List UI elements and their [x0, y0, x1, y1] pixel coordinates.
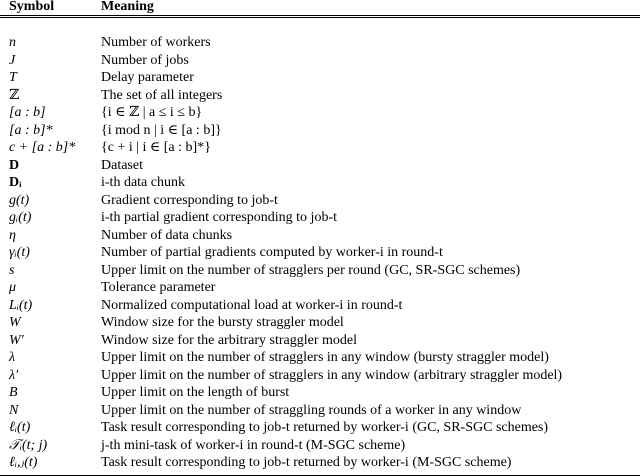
symbol-cell: 𝒯ᵢ(t; j): [9, 437, 48, 453]
meaning-cell: Dataset: [101, 157, 143, 173]
symbol-cell: μ: [9, 280, 17, 295]
table-row: [0, 209, 640, 227]
symbol-cell: ℤ: [9, 87, 20, 103]
symbol-cell: gᵢ(t): [9, 210, 32, 225]
top-rule: [0, 15, 640, 16]
table-row: [0, 314, 640, 332]
table-row: [0, 69, 640, 87]
meaning-cell: {i mod n | i ∈ [a : b]}: [101, 122, 222, 138]
table-row: [0, 122, 640, 140]
symbol-cell: ℓᵢ,ⱼ(t): [9, 455, 38, 470]
meaning-cell: Number of jobs: [101, 52, 189, 68]
meaning-cell: Upper limit on the number of stragglers per round (GC, SR-SGC schemes): [101, 262, 521, 278]
table-row: [0, 52, 640, 70]
meaning-cell: {i ∈ ℤ | a ≤ i ≤ b}: [101, 105, 203, 120]
meaning-cell: j-th mini-task of worker-i in round-t (M-SGC scheme): [101, 437, 406, 453]
header-rule: [0, 17, 640, 18]
table-row: [0, 104, 640, 122]
table-row: [0, 367, 640, 385]
symbol-cell: W: [9, 315, 21, 330]
meaning-cell: Tolerance parameter: [101, 280, 216, 295]
table-row: [0, 157, 640, 175]
table-row: [0, 437, 640, 455]
meaning-cell: Upper limit on the number of stragglers in any window (bursty straggler model): [101, 350, 549, 365]
symbol-cell: c + [a : b]*: [9, 140, 76, 155]
symbol-cell: s: [9, 262, 15, 278]
symbol-cell: γᵢ(t): [9, 245, 30, 260]
symbol-cell: λ′: [9, 367, 19, 383]
meaning-cell: Task result corresponding to job-t returned by worker-i (GC, SR-SGC schemes): [101, 420, 549, 435]
table-row: [0, 87, 640, 105]
meaning-cell: Window size for the bursty straggler model: [101, 315, 344, 330]
symbol-cell: Dᵢ: [9, 175, 22, 190]
meaning-column-header: Meaning: [101, 0, 154, 14]
symbol-cell: λ: [9, 350, 16, 365]
symbol-column-header: Symbol: [9, 0, 55, 14]
symbol-cell: [a : b]*: [9, 122, 53, 138]
table-row: [0, 297, 640, 315]
table-row: [0, 419, 640, 437]
table-row: [0, 192, 640, 210]
meaning-cell: {c + i | i ∈ [a : b]*}: [101, 140, 211, 155]
table-row: [0, 174, 640, 192]
meaning-cell: Task result corresponding to job-t returned by worker-i (M-SGC scheme): [101, 455, 512, 470]
symbol-cell: [a : b]: [9, 105, 46, 120]
table-header: [0, 0, 640, 15]
symbol-cell: J: [9, 52, 16, 68]
meaning-cell: Upper limit on the number of stragglers in any window (arbitrary straggler model): [101, 367, 563, 383]
symbol-cell: W′: [9, 332, 24, 348]
table-row: [0, 244, 640, 262]
symbol-cell: η: [9, 227, 16, 243]
table-row: [0, 227, 640, 245]
table-row: [0, 262, 640, 280]
table-row: [0, 402, 640, 420]
table-row: [0, 349, 640, 367]
meaning-cell: Number of workers: [101, 35, 211, 50]
symbol-cell: N: [9, 402, 19, 418]
symbol-cell: D: [9, 157, 20, 173]
table-row: [0, 454, 640, 472]
meaning-cell: i-th data chunk: [101, 175, 185, 190]
meaning-cell: i-th partial gradient corresponding to job-t: [101, 210, 337, 225]
meaning-cell: Upper limit on the number of straggling rounds of a worker in any window: [101, 402, 522, 418]
meaning-cell: The set of all integers: [101, 87, 223, 103]
symbol-cell: ℓᵢ(t): [9, 420, 31, 435]
table-body: [0, 34, 640, 472]
symbol-cell: g(t): [9, 192, 30, 208]
symbol-cell: B: [9, 385, 18, 400]
symbol-cell: n: [9, 35, 16, 50]
table-row: [0, 34, 640, 52]
meaning-cell: Number of partial gradients computed by worker-i in round-t: [101, 245, 443, 260]
table-row: [0, 279, 640, 297]
table-row: [0, 332, 640, 350]
meaning-cell: Window size for the arbitrary straggler model: [101, 332, 358, 348]
meaning-cell: Delay parameter: [101, 70, 194, 85]
table-row: [0, 384, 640, 402]
meaning-cell: Upper limit on the length of burst: [101, 385, 290, 400]
meaning-cell: Gradient corresponding to job-t: [101, 192, 278, 208]
table-row: [0, 139, 640, 157]
meaning-cell: Number of data chunks: [101, 227, 233, 243]
symbol-cell: T: [9, 70, 17, 85]
meaning-cell: Normalized computational load at worker-i in round-t: [101, 297, 403, 313]
symbol-cell: Lᵢ(t): [9, 297, 33, 313]
